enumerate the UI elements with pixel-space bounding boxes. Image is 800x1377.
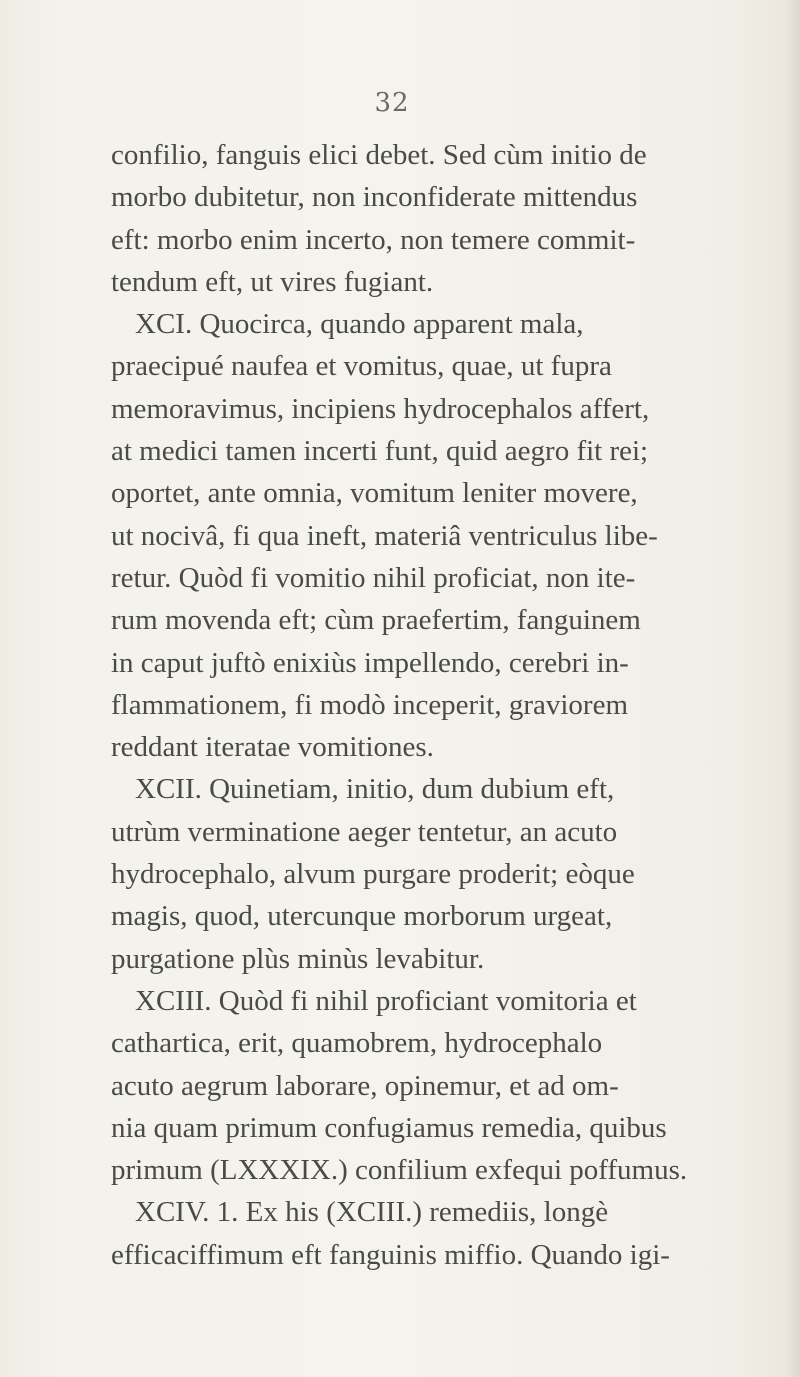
text-line: reddant iteratae vomitiones. [111,731,434,764]
text-line: at medici tamen incerti funt, quid aegro fit rei; [111,435,649,468]
body-text [111,134,711,1276]
text-line: hydrocephalo, alvum purgare proderit; eòque [111,858,635,891]
text-line: oportet, ante omnia, vomitum leniter movere, [111,477,638,510]
text-line: XCIV. 1. Ex his (XCIII.) remediis, longè [135,1196,609,1229]
text-line: confilio, fanguis elici debet. Sed cùm initio de [111,139,647,171]
text-line: rum movenda eft; cùm praefertim, fanguinem [111,604,641,637]
text-line: eft: morbo enim incerto, non temere commit- [111,223,636,256]
text-line: purgatione plùs minùs levabitur. [111,942,485,975]
text-line: primum (LXXXIX.) confilium exfequi poffumus. [111,1154,688,1187]
text-line: efficaciffimum eft fanguinis miffio. Quando igi- [111,1238,670,1271]
text-line: magis, quod, utercunque morborum urgeat, [111,900,613,933]
text-line: retur. Quòd fi vomitio nihil proficiat, non ite- [111,561,636,594]
text-line: memoravimus, incipiens hydrocephalos affert, [111,392,650,425]
text-line: nia quam primum confugiamus remedia, quibus [111,1111,667,1144]
text-line: XCIII. Quòd fi nihil proficiant vomitoria et [135,984,637,1017]
text-line: utrùm verminatione aeger tentetur, an acuto [111,815,618,848]
text-line: cathartica, erit, quamobrem, hydrocephalo [111,1027,603,1060]
text-line: acuto aegrum laborare, opinemur, et ad om- [111,1069,619,1102]
page-number: 32 [374,88,410,118]
text-line: flammationem, fi modò inceperit, graviorem [111,688,629,721]
text-line: XCI. Quocirca, quando apparent mala, [135,308,584,341]
page-edge-shadow [786,0,800,1377]
text-line: morbo dubitetur, non inconfiderate mittendus [111,181,638,214]
text-line: in caput juftò enixiùs impellendo, cerebri in- [111,646,629,679]
text-line: praecipué naufea et vomitus, quae, ut fupra [111,350,612,383]
text-line: XCII. Quinetiam, initio, dum dubium eft, [135,773,615,806]
text-line: ut nocivâ, fi qua ineft, materiâ ventriculus libe- [111,519,658,552]
text-line: tendum eft, ut vires fugiant. [111,265,434,298]
